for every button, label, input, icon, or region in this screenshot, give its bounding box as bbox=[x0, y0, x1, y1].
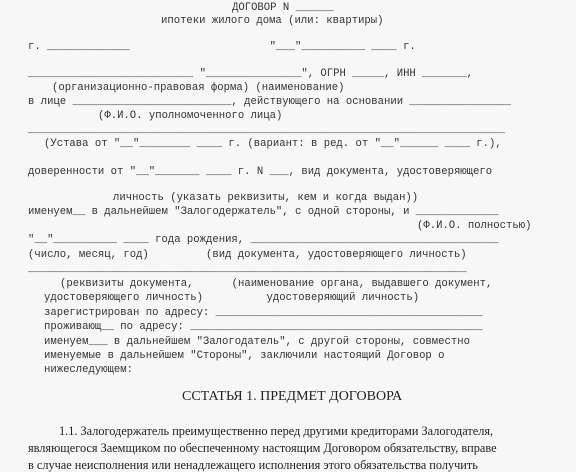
paragraph-line-1: 1.1. Залогодержатель преимущественно перед другими кредиторами Залогодателя, bbox=[59, 424, 494, 438]
paragraph-line-3: в случае неисполнения или ненадлежащего исполнения этого обязательства получить bbox=[28, 458, 478, 472]
document-details-caption: (реквизиты документа, (наименование органа, выдавшего документ, bbox=[60, 278, 493, 290]
pledgeholder-line: именуем__ в дальнейшем "Залогодержатель", с одной стороны, и _____________ bbox=[28, 206, 499, 218]
contract-title: ДОГОВОР N ______ bbox=[232, 2, 334, 14]
power-of-attorney-line: доверенности от "__"_______ ____ г. N ___, вид документа, удостоверяющего bbox=[28, 166, 493, 178]
article-heading: ССТАТЬЯ 1. ПРЕДМЕТ ДОГОВОРА bbox=[182, 389, 403, 404]
charter-line: (Устава от "__"________ ____ г. (вариант: в ред. от "__"______ ____ г.), bbox=[44, 138, 502, 150]
identity-caption: личность (указать реквизиты, кем и когда выдан)) bbox=[113, 192, 419, 204]
contract-subtitle: ипотеки жилого дома (или: квартиры) bbox=[161, 15, 384, 27]
birth-date-line: "__"__________ ____ года рождения, _______________________________________ bbox=[28, 234, 499, 246]
organization-caption: (организационно-правовая форма) (наименование) bbox=[52, 82, 345, 94]
representative-caption: (Ф.И.О. уполномоченного лица) bbox=[98, 110, 283, 122]
document-details-line: _____________________________________________________________________ bbox=[28, 263, 467, 275]
pledger-line: именуем___ в дальнейшем "Залогодатель", с другой стороны, совместно bbox=[44, 336, 470, 348]
birth-doc-caption: (число, месяц, год) (вид документа, удостоверяющего личность) bbox=[28, 249, 467, 261]
blank-line: ___________________________________________________________________________ bbox=[28, 124, 505, 136]
organization-line: __________________________ "_______________", ОГРН _____, ИНН _______, bbox=[28, 68, 474, 80]
paragraph-line-2: являющегося Заемщиком по обеспеченному настоящим Договором обязательству, вправе bbox=[28, 441, 497, 455]
representative-line: в лице _________________________, действующего на основании ________________ bbox=[28, 96, 512, 108]
full-name-caption: (Ф.И.О. полностью) bbox=[417, 220, 532, 232]
following-line: нижеследующем: bbox=[44, 364, 134, 376]
registration-address-line: зарегистрирован по адресу: __________________________________________ bbox=[44, 307, 483, 319]
identity-doc-caption: удостоверяющего личность) удостоверяющий личность) bbox=[44, 292, 420, 304]
parties-line: именуемые в дальнейшем "Стороны", заключили настоящий Договор о bbox=[44, 350, 445, 362]
residence-address-line: проживающ__ по адресу: ______________________________________________ bbox=[44, 321, 483, 333]
city-date-line: г. _____________ "___"__________ ____ г. bbox=[28, 41, 416, 53]
